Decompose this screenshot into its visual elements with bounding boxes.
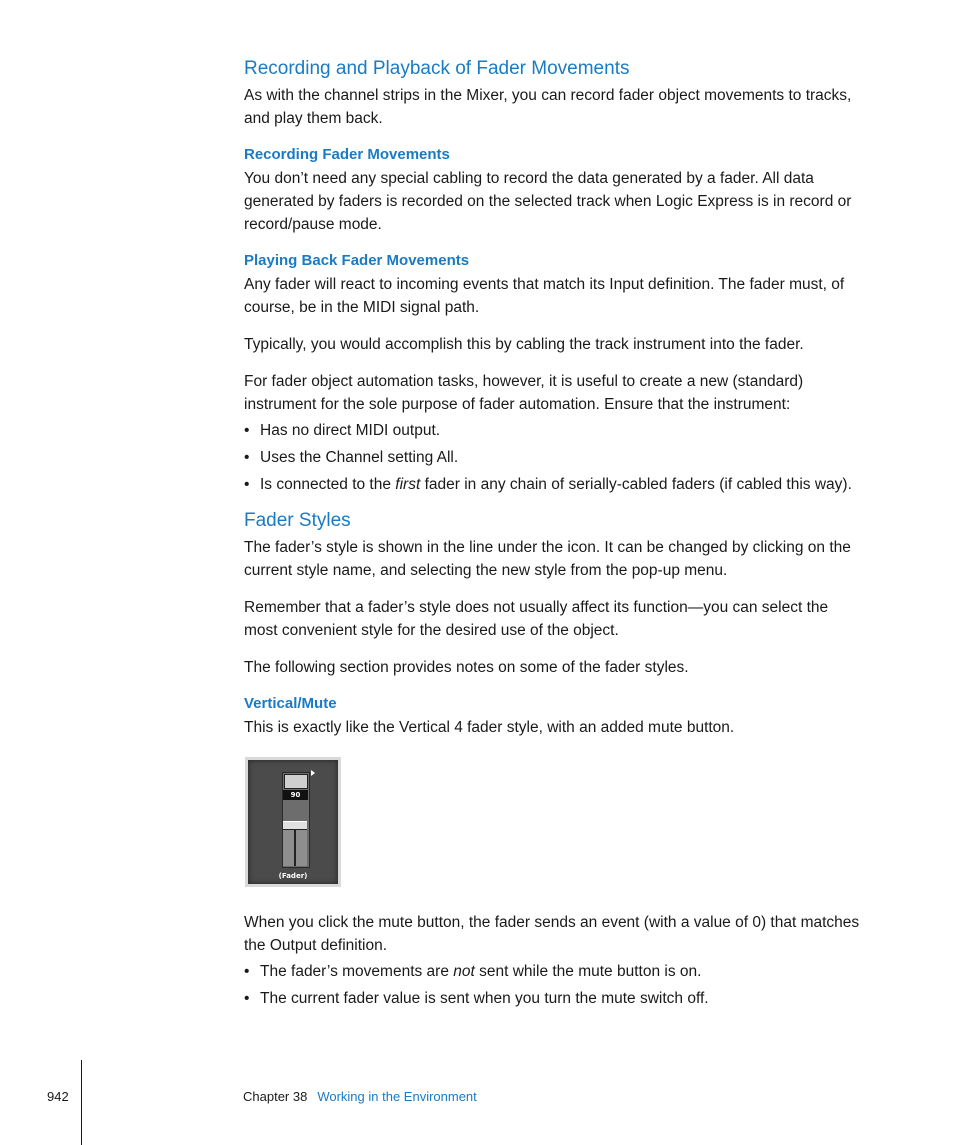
- subheading-recording: Recording Fader Movements: [244, 146, 450, 163]
- arrow-icon: [311, 770, 315, 776]
- bullet-icon: •: [244, 476, 250, 493]
- bullet-icon: •: [244, 449, 250, 466]
- mute-button: [284, 774, 308, 789]
- playing-paragraph-1: Any fader will react to incoming events that match its Input definition. The fader must, of course, be in the MIDI signal path.: [244, 276, 845, 316]
- recording-paragraph: You don’t need any special cabling to record the data generated by a fader. All data generated by faders is recorded on the selected track when Logic Express is in record or record/pause mode.: [244, 170, 852, 233]
- subheading-playing-back: Playing Back Fader Movements: [244, 252, 470, 269]
- vertical-mute-paragraph: This is exactly like the Vertical 4 fader style, with an added mute button.: [244, 719, 735, 736]
- mute-behavior-paragraph: When you click the mute button, the fader sends an event (with a value of 0) that matches the Output definition.: [244, 914, 860, 954]
- mute-notes-list: [244, 960, 866, 1010]
- list-item: • Uses the Channel setting All.: [244, 446, 866, 469]
- fader-style-label: (Fader): [278, 872, 308, 880]
- playing-paragraph-3: For fader object automation tasks, however, it is useful to create a new (standard) instrument for the sole purpose of fader automation. Ensure that the instrument:: [244, 373, 804, 413]
- chapter-footer: [243, 1089, 477, 1104]
- fader-styles-paragraph-3: The following section provides notes on some of the fader styles.: [244, 659, 689, 676]
- fader-slot: [294, 829, 296, 866]
- chapter-title: Working in the Environment: [317, 1089, 477, 1104]
- bullet-icon: •: [244, 963, 250, 980]
- list-item: • The current fader value is sent when you turn the mute switch off.: [244, 987, 866, 1010]
- subheading-vertical-mute: Vertical/Mute: [244, 695, 337, 712]
- fader-handle: [283, 821, 307, 830]
- page-number: 942: [47, 1089, 69, 1104]
- fader-styles-paragraph-2: Remember that a fader’s style does not usually affect its function—you can select the most convenient style for the desired use of the object.: [244, 599, 829, 639]
- footer-rule: [81, 1060, 82, 1145]
- fader-value-display: 90: [283, 790, 308, 800]
- list-item: • Has no direct MIDI output.: [244, 419, 866, 442]
- fader-object: [248, 760, 338, 884]
- list-item: • The fader’s movements are not sent while the mute button is on.: [244, 960, 866, 983]
- bullet-icon: •: [244, 990, 250, 1007]
- intro-paragraph: As with the channel strips in the Mixer, you can record fader object movements to tracks, and play them back.: [244, 87, 852, 127]
- list-item: • Is connected to the first fader in any chain of serially-cabled faders (if cabled this way).: [244, 473, 866, 496]
- chapter-label: Chapter 38: [243, 1089, 308, 1104]
- fader-styles-paragraph-1: The fader’s style is shown in the line under the icon. It can be changed by clicking on the current style name, and selecting the new style from the pop-up menu.: [244, 539, 851, 579]
- section-heading-fader-styles: Fader Styles: [244, 510, 351, 531]
- fader-figure: [245, 757, 341, 887]
- page-content: [244, 56, 866, 1022]
- playing-paragraph-2: Typically, you would accomplish this by cabling the track instrument into the fader.: [244, 336, 804, 353]
- section-heading-recording-playback: Recording and Playback of Fader Movements: [244, 58, 630, 79]
- instrument-requirements-list: [244, 419, 866, 496]
- bullet-icon: •: [244, 422, 250, 439]
